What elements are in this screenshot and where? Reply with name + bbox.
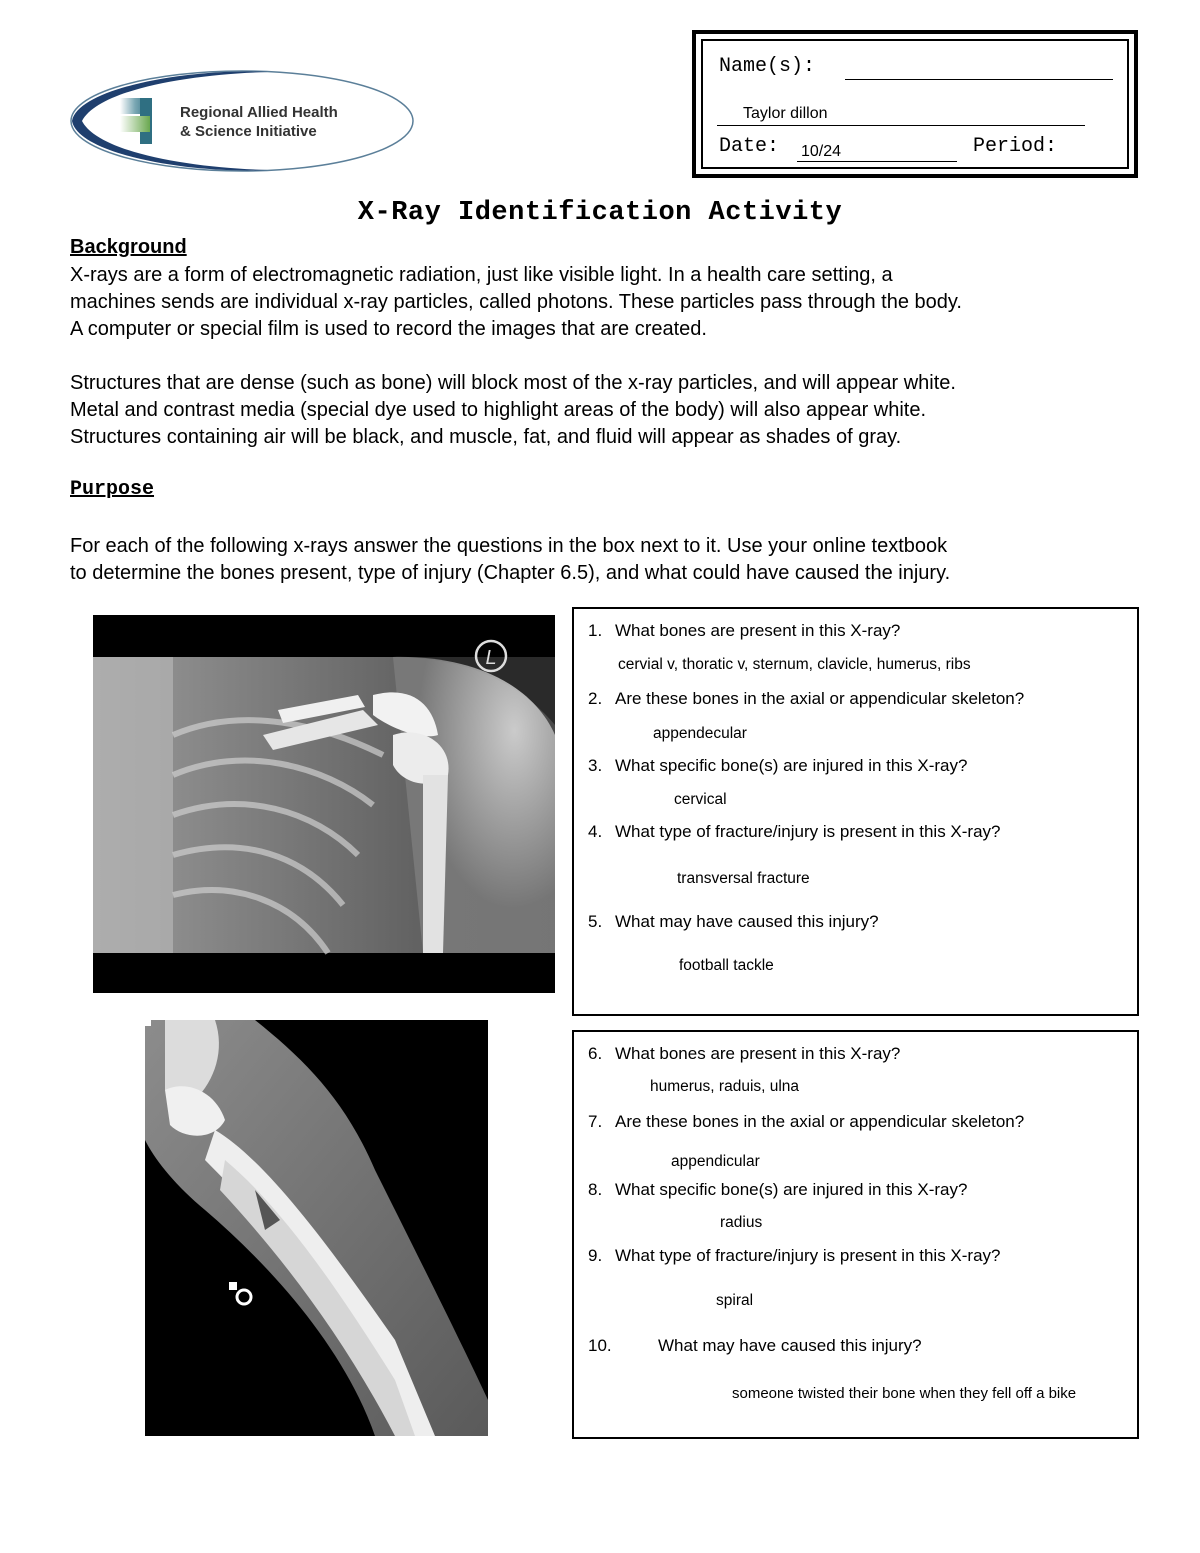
answer-text[interactable]: radius: [720, 1214, 763, 1231]
purpose-heading: Purpose: [70, 478, 155, 501]
question-number: 10.: [588, 1336, 612, 1355]
question-number: 8.: [588, 1180, 603, 1199]
purpose-line: For each of the following x-rays answer the questions in the box next to it. Use your online textbook: [70, 535, 948, 557]
answer-text[interactable]: humerus, raduis, ulna: [650, 1078, 800, 1095]
question-text: What may have caused this injury?: [615, 912, 879, 931]
question-number: 2.: [588, 689, 603, 708]
left-marker-letter: L: [485, 647, 497, 669]
question-text: What bones are present in this X-ray?: [615, 621, 901, 640]
question-number: 9.: [588, 1246, 603, 1265]
question-box-1: [572, 607, 1139, 1016]
answer-text[interactable]: football tackle: [679, 957, 774, 974]
purpose-paragraph: [70, 533, 1140, 587]
question-text: Are these bones in the axial or appendicular skeleton?: [615, 689, 1025, 708]
background-line: Structures containing air will be black, and muscle, fat, and fluid will appear as shades of gray.: [70, 426, 902, 448]
background-line: Structures that are dense (such as bone) will block most of the x-ray particles, and will appear white.: [70, 372, 956, 394]
date-label: Date:: [719, 135, 780, 158]
name-value: Taylor dillon: [743, 105, 828, 122]
background-line: Metal and contrast media (special dye used to highlight areas of the body) will also appear white.: [70, 399, 927, 421]
background-line: machines sends are individual x-ray particles, called photons. These particles pass through the body.: [70, 291, 962, 313]
question-box-2: [572, 1030, 1139, 1439]
logo-line-1: Regional Allied Health: [180, 104, 338, 121]
answer-text[interactable]: appendicular: [671, 1153, 760, 1170]
student-info-box: [692, 30, 1138, 178]
regional-allied-health-logo: [68, 68, 416, 174]
background-paragraph-2: [70, 370, 1140, 451]
question-number: 3.: [588, 756, 603, 775]
question-text: What may have caused this injury?: [658, 1336, 922, 1355]
question-text: Are these bones in the axial or appendicular skeleton?: [615, 1112, 1025, 1131]
name-label: Name(s):: [719, 55, 816, 78]
period-label: Period:: [973, 135, 1058, 158]
shoulder-xray-image: [93, 615, 555, 993]
background-paragraph-1: [70, 262, 1140, 343]
answer-text[interactable]: someone twisted their bone when they fell off a bike: [732, 1385, 1077, 1402]
name-line[interactable]: [845, 79, 1113, 80]
question-number: 4.: [588, 822, 603, 841]
background-heading: Background: [70, 236, 187, 258]
question-number: 1.: [588, 621, 603, 640]
purpose-line: to determine the bones present, type of injury (Chapter 6.5), and what could have caused the injury.: [70, 562, 951, 584]
question-text: What type of fracture/injury is present in this X-ray?: [615, 822, 1001, 841]
date-field[interactable]: [797, 139, 957, 162]
question-number: 6.: [588, 1044, 603, 1063]
background-line: X-rays are a form of electromagnetic radiation, just like visible light. In a health care setting, a: [70, 264, 893, 286]
answer-text[interactable]: appendecular: [653, 725, 747, 742]
background-line: A computer or special film is used to record the images that are created.: [70, 318, 707, 340]
forearm-xray-image: [145, 1020, 488, 1436]
answer-text[interactable]: cervial v, thoratic v, sternum, clavicle, humerus, ribs: [618, 656, 971, 673]
page-title: X-Ray Identification Activity: [357, 198, 843, 228]
date-value: 10/24: [801, 143, 842, 160]
answer-text[interactable]: transversal fracture: [677, 870, 810, 887]
question-text: What specific bone(s) are injured in this X-ray?: [615, 756, 968, 775]
question-number: 7.: [588, 1112, 603, 1131]
logo-line-2: & Science Initiative: [180, 123, 317, 140]
answer-text[interactable]: cervical: [674, 791, 727, 808]
question-text: What type of fracture/injury is present in this X-ray?: [615, 1246, 1001, 1265]
name-field[interactable]: [717, 103, 1085, 126]
question-text: What specific bone(s) are injured in this X-ray?: [615, 1180, 968, 1199]
question-text: What bones are present in this X-ray?: [615, 1044, 901, 1063]
question-number: 5.: [588, 912, 603, 931]
answer-text[interactable]: spiral: [716, 1292, 754, 1309]
